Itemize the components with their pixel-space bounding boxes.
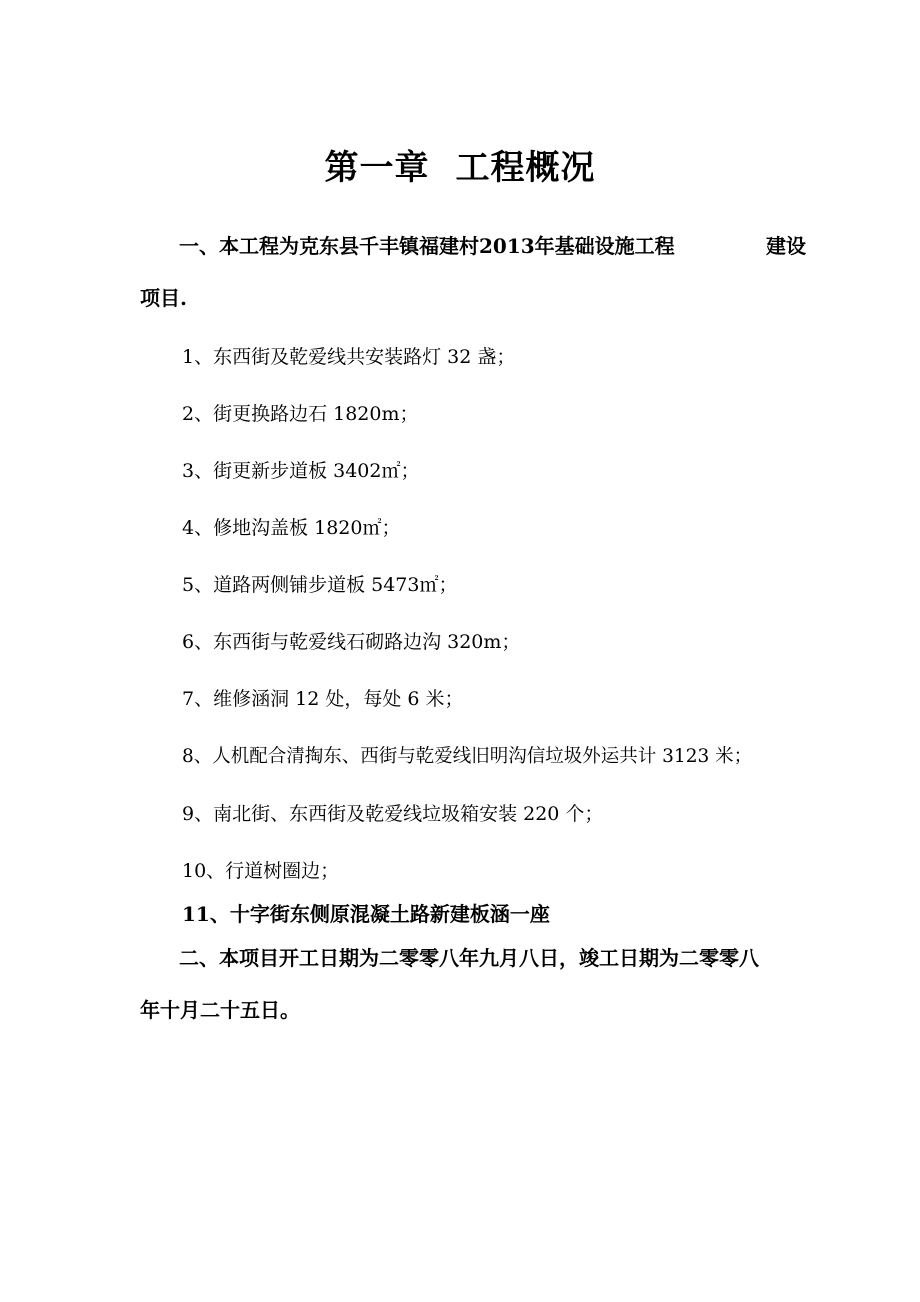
- list-item: 2、街更换路边石 1820m；: [182, 403, 419, 425]
- list-item: 3、街更新步道板 3402㎡；: [182, 460, 420, 482]
- section2-line2: 年十月二十五日。: [140, 998, 300, 1022]
- list-item: 10、行道树圈边；: [182, 860, 340, 882]
- section1-line2: 项目.: [140, 286, 187, 310]
- list-item: 1、东西街及乾爱线共安装路灯 32 盏；: [182, 346, 516, 368]
- list-item: 9、南北街、东西街及乾爱线垃圾箱安装 220 个；: [182, 803, 604, 825]
- list-item: 5、道路两侧铺步道板 5473㎡；: [182, 574, 458, 596]
- list-item: 4、修地沟盖板 1820㎡；: [182, 517, 401, 539]
- section1-line1-end: 建设: [766, 234, 806, 258]
- chapter-name: 工程概况: [455, 148, 596, 188]
- chapter-title: [0, 144, 920, 192]
- list-item: 7、维修涵洞 12 处，每处 6 米；: [182, 688, 464, 710]
- list-item-11: 11、十字街东侧原混凝土路新建板涵一座: [182, 902, 550, 926]
- list-item: 6、东西街与乾爱线石砌路边沟 320m；: [182, 631, 521, 653]
- list-item: 8、人机配合清掏东、西街与乾爱线旧明沟信垃圾外运共计 3123 米；: [182, 746, 753, 767]
- section2-line1: 二、本项目开工日期为二零零八年九月八日，竣工日期为二零零八: [179, 946, 759, 970]
- section1-line1: 一、本工程为克东县千丰镇福建村2013年基础设施工程: [179, 234, 675, 258]
- chapter-number: 第一章: [324, 148, 430, 188]
